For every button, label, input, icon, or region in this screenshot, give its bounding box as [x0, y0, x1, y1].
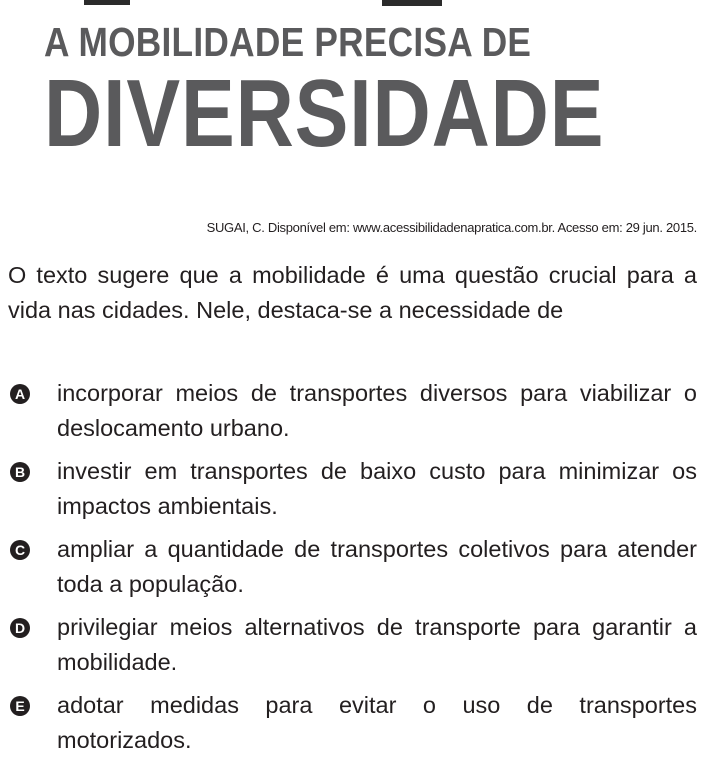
- source-citation: SUGAI, C. Disponível em: www.acessibilidadenapratica.com.br. Acesso em: 29 jun. 2015.: [206, 220, 697, 235]
- headline-line-1: A MOBILIDADE PRECISA DE: [44, 19, 532, 65]
- option-b[interactable]: [8, 454, 697, 524]
- answer-options: [8, 376, 697, 766]
- option-e[interactable]: [8, 688, 697, 758]
- option-text: incorporar meios de transportes diversos para viabilizar o deslocamento urbano.: [57, 380, 697, 441]
- option-text: adotar medidas para evitar o uso de transportes motorizados.: [57, 692, 697, 753]
- option-text: privilegiar meios alternativos de transporte para garantir a mobilidade.: [57, 614, 697, 675]
- option-d[interactable]: [8, 610, 697, 680]
- option-letter-badge: A: [10, 384, 30, 404]
- headline-line-2: DIVERSIDADE: [44, 60, 605, 167]
- question-stem: O texto sugere que a mobilidade é uma questão crucial para a vida nas cidades. Nele, destaca-se a necessidade de: [8, 262, 697, 323]
- option-text: investir em transportes de baixo custo para minimizar os impactos ambientais.: [57, 458, 697, 519]
- option-letter-badge: D: [10, 618, 30, 638]
- option-a[interactable]: [8, 376, 697, 446]
- cropped-image-fragment: [382, 0, 442, 6]
- option-letter-badge: E: [10, 696, 30, 716]
- option-text: ampliar a quantidade de transportes coletivos para atender toda a população.: [57, 536, 697, 597]
- option-letter-badge: C: [10, 540, 30, 560]
- cropped-image-fragment: [84, 0, 130, 5]
- option-letter-badge: B: [10, 462, 30, 482]
- option-c[interactable]: [8, 532, 697, 602]
